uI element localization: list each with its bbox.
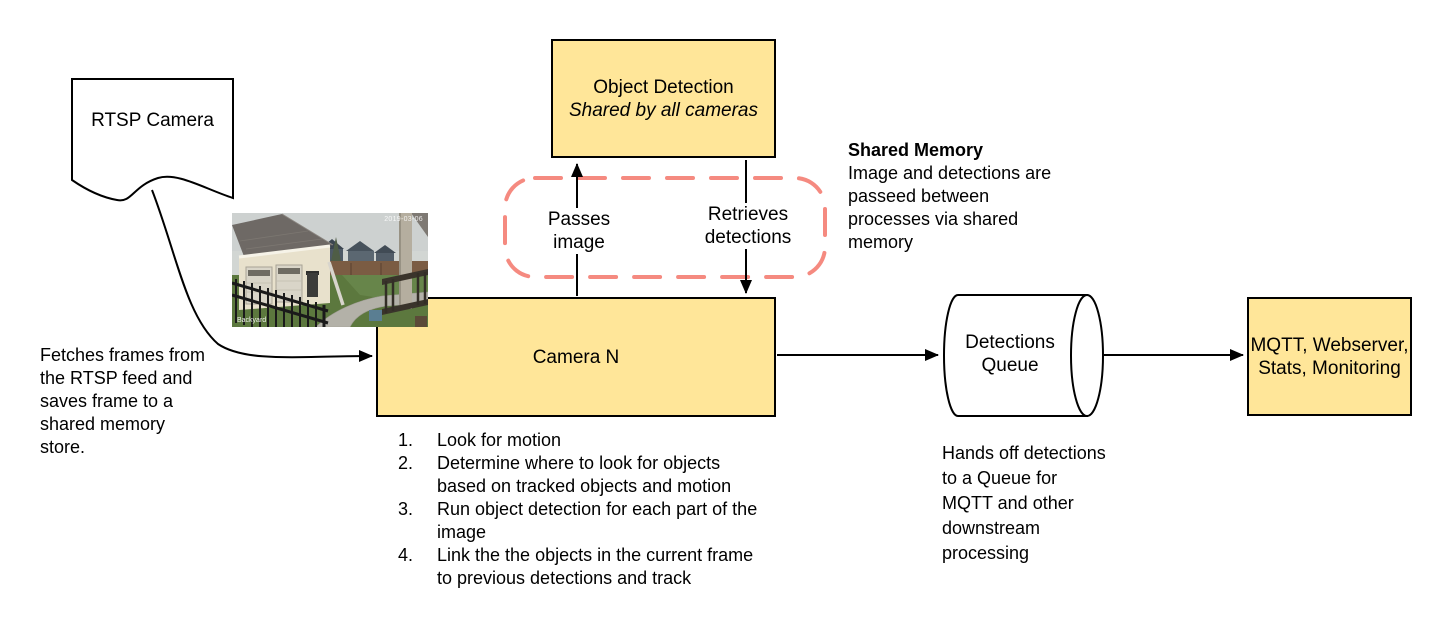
step-row [398, 452, 757, 498]
rtsp-camera-shape [72, 79, 233, 200]
object-detection-subtitle: Shared by all cameras [568, 99, 759, 121]
object-detection-node [551, 39, 776, 158]
detections-queue-label: Detections Queue [965, 332, 1055, 376]
step-text: Link the the objects in the current frame to previous detections and track [437, 545, 754, 588]
queue-note: Hands off detections to a Queue for MQTT and other downstream processing [942, 443, 1106, 563]
snapshot-timestamp: 2019-03-06 [384, 216, 423, 223]
step-number: 4. [398, 545, 414, 565]
planter [415, 316, 427, 327]
fetch-note: Fetches frames from the RTSP feed and saves frame to a shared memory store. [40, 345, 206, 457]
shared-memory-note: Shared Memory Image and detections are passeed between processes via shared memory [848, 140, 1052, 252]
camera-n-label: Camera N [532, 346, 620, 368]
shared-memory-note-title: Shared Memory [848, 140, 984, 160]
step-row [398, 429, 757, 452]
step-row [398, 544, 757, 590]
blue-bin [369, 310, 382, 321]
passes-image-label: Passes image [542, 208, 616, 254]
step-number: 1. [398, 430, 414, 450]
step-number: 3. [398, 499, 414, 519]
step-row [398, 498, 757, 544]
outputs-label-line1: MQTT, Webserver, [1250, 334, 1409, 356]
snapshot-camera-label: Backyard [237, 317, 267, 324]
step-text: Determine where to look for objects based on tracked objects and motion [437, 453, 732, 496]
camera-snapshot [232, 213, 428, 327]
step-number: 2. [398, 453, 414, 473]
step-text: Look for motion [437, 430, 562, 450]
object-detection-title: Object Detection [593, 76, 734, 98]
outputs-node [1247, 297, 1412, 416]
trash-bin [307, 273, 318, 297]
retrieves-detections-label: Retrieves detections [701, 203, 795, 249]
rtsp-camera-label: RTSP Camera [91, 109, 214, 131]
step-text: Run object detection for each part of the image [437, 499, 758, 542]
outputs-label-line2: Stats, Monitoring [1258, 357, 1401, 379]
camera-steps-list [398, 429, 757, 590]
snapshot-scene [232, 213, 428, 327]
camera-n-node [376, 297, 776, 417]
